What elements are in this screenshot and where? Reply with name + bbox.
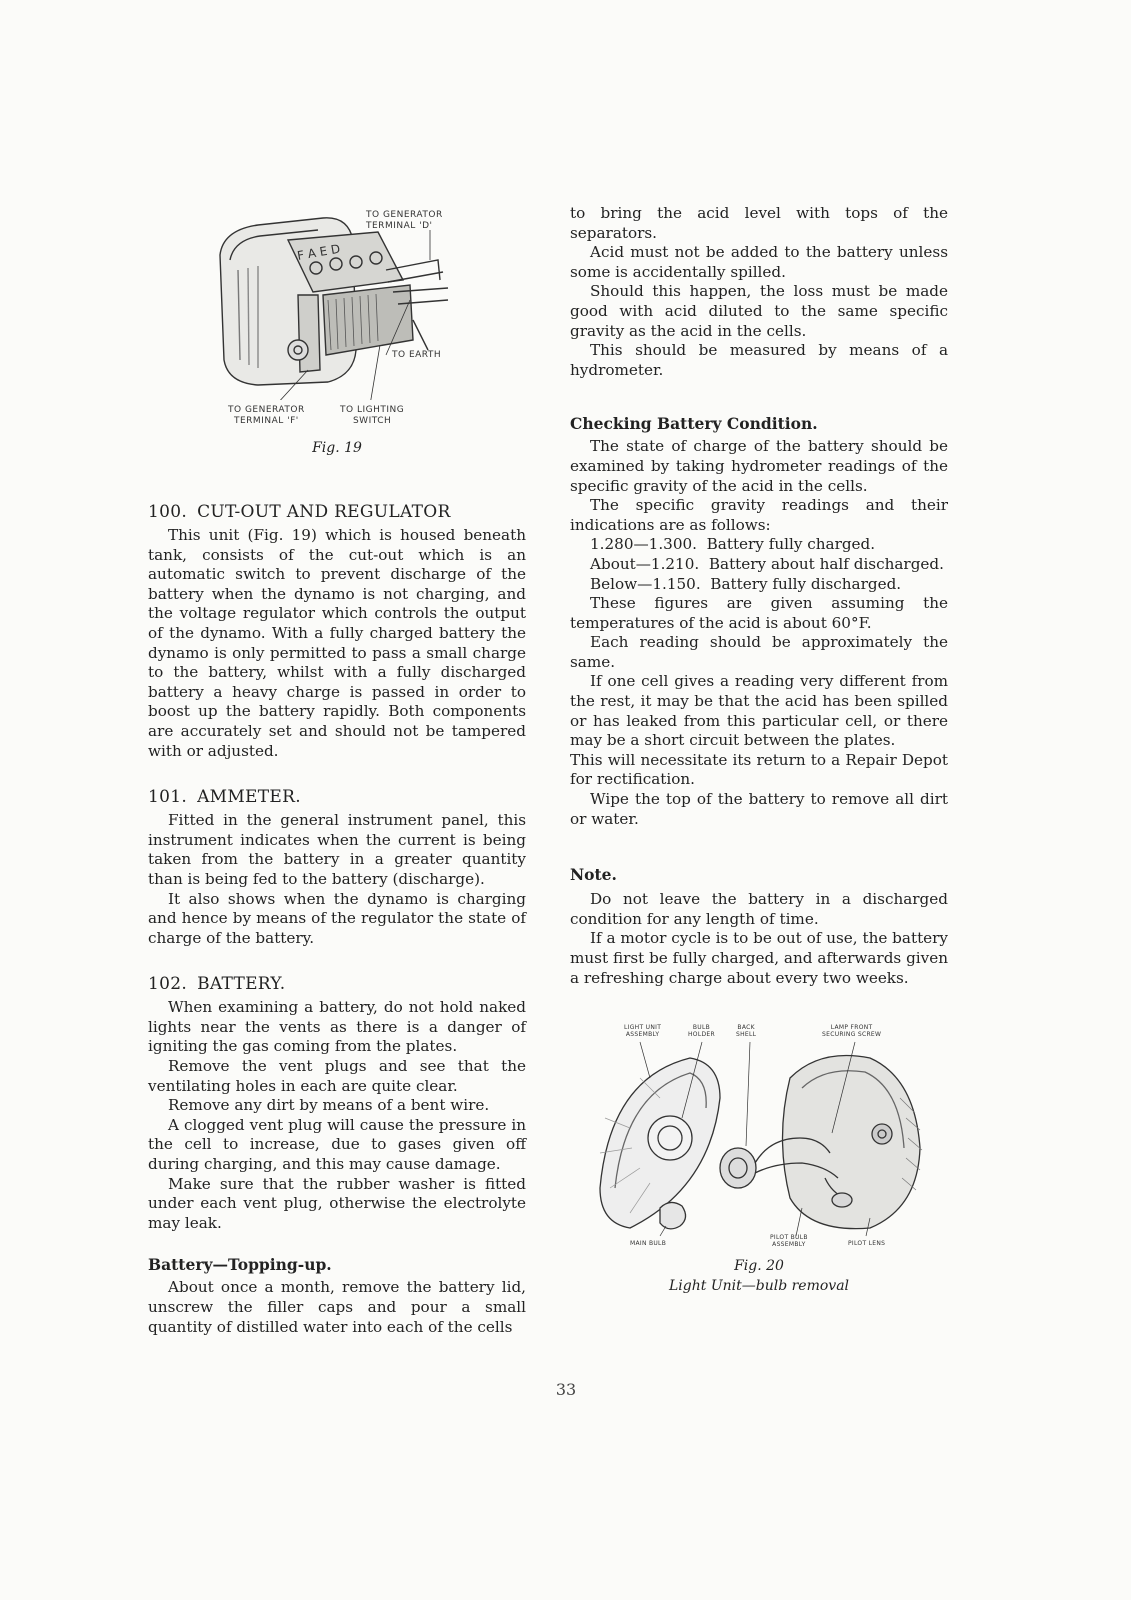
label-pilot-bulb-assembly: PILOT BULB ASSEMBLY [770,1234,808,1249]
paragraph: Wipe the top of the battery to remove all dirt or water. [570,790,948,828]
paragraph: This will necessitate its return to a Repair Depot for rectification. [570,750,948,789]
reading-half-discharged: About—1.210. Battery about half discharged. [590,554,944,573]
page-number: 33 [555,1380,577,1399]
paragraph: Acid must not be added to the battery unless some is accidentally spilled. [570,243,948,281]
section-title: AMMETER. [197,787,301,808]
paragraph: The specific gravity readings and their indications are as follows: [570,496,948,534]
paragraph: to bring the acid level with tops of the separators. [570,204,948,242]
left-column [148,200,526,1337]
section-number: 101. [148,787,188,808]
label-to-earth: TO EARTH [392,350,442,360]
label-back-shell: BACK SHELL [736,1024,757,1039]
label-to-generator-terminal-f: TO GENERATOR TERMINAL 'F' [228,405,305,426]
reading-fully-discharged: Below—1.150. Battery fully discharged. [590,574,902,593]
section-101-heading [148,787,526,807]
svg-text:F A E D: F A E D [296,241,342,263]
section-102-heading [148,974,526,994]
label-bulb-holder: BULB HOLDER [688,1024,715,1039]
paragraph: If a motor cycle is to be out of use, the battery must first be fully charged, and afterwards given a refreshing charge about every two weeks. [570,929,948,987]
cut-out-regulator-illustration [148,200,526,400]
paragraph: Should this happen, the loss must be made good with acid diluted to the same specific gravity as the acid in the cells. [570,282,948,340]
paragraph: This should be measured by means of a hydrometer. [570,341,948,379]
label-lamp-front-securing-screw: LAMP FRONT SECURING SCREW [822,1024,882,1039]
label-to-lighting-switch: TO LIGHTING SWITCH [340,405,405,426]
paragraph: Make sure that the rubber washer is fitted under each vent plug, otherwise the electrolyte may leak. [148,1174,526,1232]
paragraph: Fitted in the general instrument panel, this instrument indicates when the current is being taken from the battery in a greater quantity than is being fed to the battery (discharge). [148,811,526,888]
figure-20-caption: Fig. 20 [734,1258,784,1275]
paragraph: A clogged vent plug will cause the pressure in the cell to increase, due to gases given off during charging, and this may cause damage. [148,1115,526,1174]
section-title: BATTERY. [197,974,286,995]
paragraph: Do not leave the battery in a discharged condition for any length of time. [570,890,948,928]
paragraph: These figures are given assuming the temperatures of the acid is about 60°F. [570,594,948,632]
right-column [570,204,948,1295]
paragraph: Remove any dirt by means of a bent wire. [168,1096,490,1115]
light-unit-illustration [570,1038,948,1238]
label-to-generator-terminal-d: TO GENERATOR TERMINAL 'D' [366,210,443,231]
figure-19 [148,200,526,468]
paragraph: The state of charge of the battery should be examined by taking hydrometer readings of the specific gravity of the acid in the cells. [570,437,948,495]
section-number: 100. [148,502,188,522]
paragraph: Remove the vent plugs and see that the ventilating holes in each are quite clear. [148,1057,526,1095]
paragraph: Each reading should be approximately the same. [570,633,948,671]
reading-fully-charged: 1.280—1.300. Battery fully charged. [590,535,876,554]
section-title: CUT-OUT AND REGULATOR [197,502,451,522]
figure-20 [570,1024,948,1295]
note-heading: Note. [570,865,617,885]
checking-battery-heading: Checking Battery Condition. [570,414,818,434]
section-number: 102. [148,974,188,995]
paragraph: About once a month, remove the battery lid, unscrew the filler caps and pour a small quantity of distilled water into each of the cells [148,1278,526,1336]
paragraph: This unit (Fig. 19) which is housed beneath tank, consists of the cut-out which is an automatic switch to prevent discharge of the battery when the dynamo is not charging, and the voltage regulator which controls the output of the dynamo. With a fully charged battery the dynamo is only permitted to pass a small charge to the battery, whilst with a fully discharged battery a heavy charge is passed in order to boost up the battery rapidly. Both components are accurately set and should not be tampered with or adjusted. [148,526,526,760]
section-100-heading [148,502,526,522]
paragraph: If one cell gives a reading very different from the rest, it may be that the acid has been spilled or has leaked from this particular cell, or there may be a short circuit between the plates. [570,672,948,750]
label-pilot-lens: PILOT LENS [848,1240,886,1248]
label-light-unit-assembly: LIGHT UNIT ASSEMBLY [624,1024,662,1039]
paragraph: When examining a battery, do not hold naked lights near the vents as there is a danger of igniting the gas coming from the plates. [148,998,526,1056]
paragraph: It also shows when the dynamo is charging and hence by means of the regulator the state of charge of the battery. [148,889,526,947]
label-main-bulb: MAIN BULB [630,1240,667,1248]
figure-20-subcaption: Light Unit—bulb removal [668,1278,850,1295]
figure-19-caption: Fig. 19 [312,440,362,456]
topping-up-heading: Battery—Topping-up. [148,1255,332,1275]
